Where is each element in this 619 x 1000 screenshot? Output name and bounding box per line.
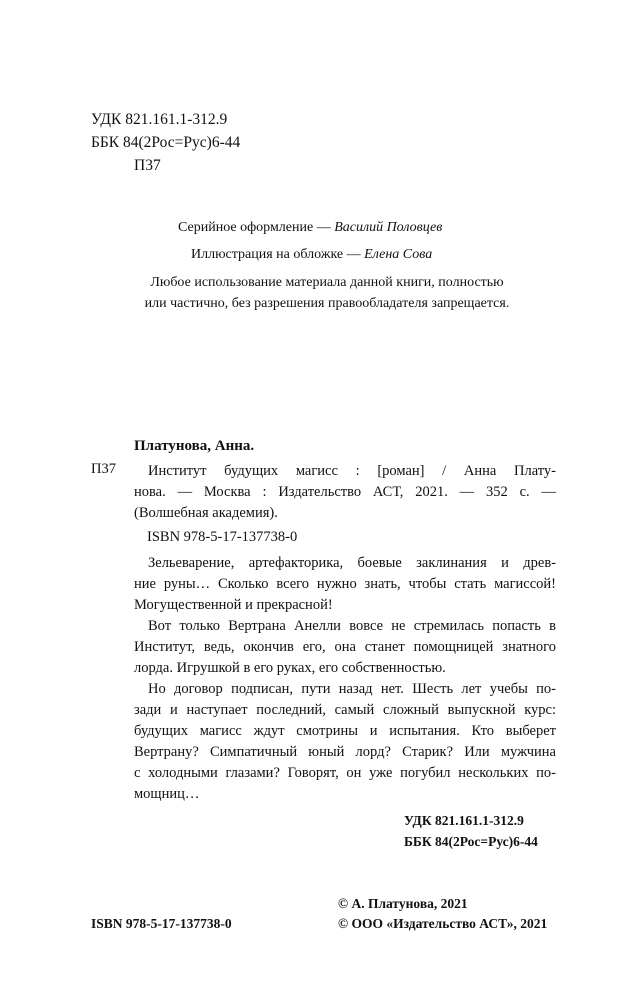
record-description-line: Институт будущих магисс : [роман] / Анна Плату- (148, 463, 556, 479)
record-description-line: нова. — Москва : Издательство АСТ, 2021. — 352 с. — (134, 484, 556, 500)
cover-illustration-credit (191, 245, 432, 265)
series-design-credit (178, 218, 442, 238)
annotation-line: ние руны… Сколько всего нужно знать, чтобы стать магиссой! (134, 576, 556, 592)
udk-code: УДК 821.161.1-312.9 (91, 111, 228, 128)
annotation-line: Могущественной и прекрасной! (134, 597, 333, 613)
record-author: Платунова, Анна. (134, 438, 255, 454)
cover-illustration-label: Иллюстрация на обложке — (191, 247, 365, 262)
annotation-paragraph (134, 553, 556, 616)
record-description-line: (Волшебная академия). (134, 505, 278, 521)
annotation-line: Но договор подписан, пути назад нет. Шесть лет учебы по- (148, 681, 556, 697)
bbk-code: ББК 84(2Рос=Рус)6-44 (91, 134, 241, 151)
series-designer-name: Василий Половцев (334, 220, 443, 235)
cover-illustrator-name: Елена Сова (364, 247, 433, 262)
annotation-paragraph (134, 679, 556, 805)
copyright-notice (132, 272, 522, 314)
author-mark: П37 (134, 157, 161, 174)
record-isbn: ISBN 978-5-17-137738-0 (147, 529, 298, 545)
annotation-line: Вертрану? Симпатичный юный лорд? Старик? Или мужчина (134, 744, 556, 760)
annotation-line: зади и наступает последний, самый сложный выпускной курс: (134, 702, 556, 718)
annotation-paragraph (134, 616, 556, 679)
copyright-notice-line: Любое использование материала данной книги, полностью (150, 275, 504, 290)
copyright-notice-line: или частично, без разрешения правообладателя запрещается. (144, 296, 510, 311)
annotation-line: лорда. Игрушкой в его руках, его собственностью. (134, 660, 446, 676)
copyright-publisher: © ООО «Издательство АСТ», 2021 (338, 916, 548, 931)
record-author-mark: П37 (91, 461, 116, 477)
series-design-label: Серийное оформление — (178, 220, 335, 235)
annotation (134, 553, 556, 805)
footer-isbn: ISBN 978-5-17-137738-0 (91, 916, 232, 931)
annotation-line: Институт, ведь, окончив его, она станет помощницей знатного (134, 639, 556, 655)
annotation-line: с холодными глазами? Говорят, он уже погубил нескольких по- (134, 765, 556, 781)
annotation-line: Вот только Вертрана Анелли вовсе не стремилась попасть в (148, 618, 556, 634)
annotation-line: будущих магисс ждут смотрины и испытания. Кто выберет (134, 723, 556, 739)
bottom-udk-code: УДК 821.161.1-312.9 (404, 813, 524, 828)
copyright-author: © А. Платунова, 2021 (338, 896, 468, 911)
annotation-line: мощниц… (134, 786, 200, 802)
annotation-line: Зельеварение, артефакторика, боевые заклинания и древ- (148, 555, 556, 571)
bottom-bbk-code: ББК 84(2Рос=Рус)6-44 (404, 834, 538, 849)
record-description (134, 461, 556, 524)
